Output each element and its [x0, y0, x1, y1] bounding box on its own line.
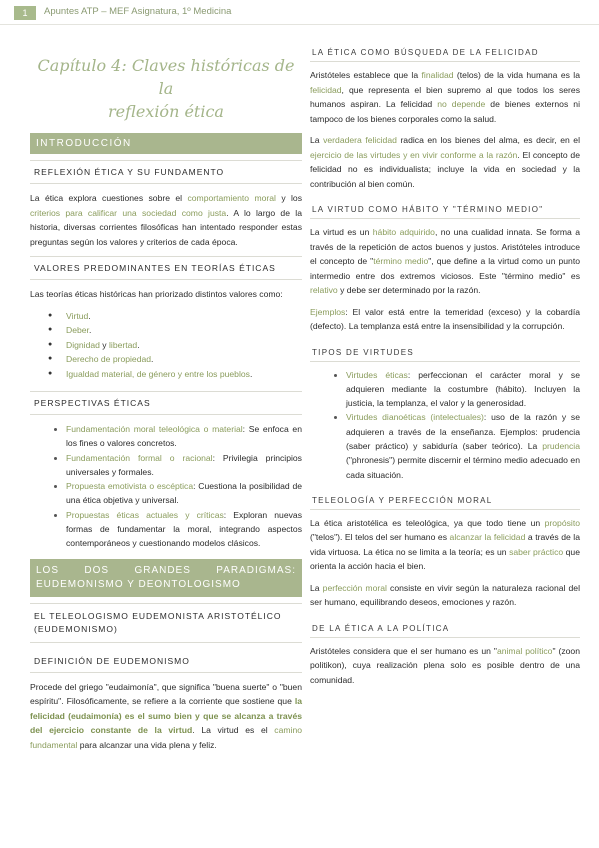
list-item: • Virtudes éticas: perfeccionan el carácter moral y se adquieren mediante la costumbre (hábito). Incluyen la justicia, la templanza, el valor y la generosidad.: [346, 368, 580, 411]
tipos-list: [310, 368, 580, 482]
list-item: • Propuestas éticas actuales y críticas: Exploran nuevas formas de fundamentar la moral, integrando aspectos contemporáneos y cuestionando modelos clásicos.: [66, 508, 302, 551]
left-column: [30, 30, 302, 759]
teleologia-paragraph-2: La perfección moral consiste en vivir según la naturaleza racional del ser humano, equilibrando deseos, emociones y razón.: [310, 582, 580, 608]
list-item: ● Virtud.: [66, 309, 302, 324]
reflexion-paragraph: La ética explora cuestiones sobre el comportamiento moral y los criterios para calificar una sociedad como justa. A lo largo de la historia, diversas corrientes filosóficas han intentado responder estas preguntas según los valores y criterios de cada época.: [30, 193, 302, 247]
section-heading: PERSPECTIVAS ÉTICAS: [30, 391, 302, 415]
virtud-paragraph-2: Ejemplos: El valor está entre la temeridad (exceso) y la cobardía (defecto). La templanza está entre la insensibilidad y la corrupción.: [310, 306, 580, 331]
section-heading: LA ÉTICA COMO BÚSQUEDA DE LA FELICIDAD: [310, 44, 580, 62]
list-item: ● Igualdad material, de género y entre los pueblos.: [66, 367, 302, 382]
politica-paragraph: Aristóteles considera que el ser humano es un "animal político" (zoon politikon), cuya realización plena solo es posible dentro de una comunidad.: [310, 645, 580, 685]
section-heading: TELEOLOGÍA Y PERFECCIÓN MORAL: [310, 492, 580, 510]
section-heading: TIPOS DE VIRTUDES: [310, 344, 580, 362]
heading-line: (EUDEMONISMO): [34, 623, 118, 634]
section-heading: DEFINICIÓN DE EUDEMONISMO: [30, 650, 302, 673]
chapter-title-line2: reflexión ética: [108, 102, 224, 121]
chapter-title-line1: Capítulo 4: Claves históricas de la: [37, 56, 295, 98]
teleologia-paragraph-1: La ética aristotélica es teleológica, ya que todo tiene un propósito ("telos"). El telos del ser humano es alcanzar la felicidad a través de la vida virtuosa. La ética no se limita a la teoría; es un saber práctico que orienta la acción hacia el bien.: [310, 517, 580, 572]
felicidad-paragraph-1: Aristóteles establece que la finalidad (telos) de la vida humana es la felicidad, que representa el bien supremo al que todos los seres humanos aspiran. La felicidad no depende de bienes externos ni tampoco de los bienes corporales como la salud.: [310, 70, 580, 124]
page-number: 1: [14, 6, 36, 20]
list-item: ● Dignidad y libertad.: [66, 338, 302, 353]
section-heading: REFLEXIÓN ÉTICA Y SU FUNDAMENTO: [30, 160, 302, 184]
list-item: ● Deber.: [66, 323, 302, 338]
paradigmas-band: [30, 559, 302, 597]
chapter-title: [30, 54, 302, 123]
header-title: Apuntes ATP – MEF Asignatura, 1º Medicina: [44, 6, 232, 17]
intro-band: INTRODUCCIÓN: [30, 133, 302, 154]
list-item: • Virtudes dianoéticas (intelectuales): uso de la razón y se adquieren a través de la enseñanza. Ejemplos: prudencia (saber práctico) y sabiduría (saber teórico). La prudencia ("phronesis") permite discernir el término medio adecuado en cada situación.: [346, 410, 580, 481]
page-header: [0, 0, 599, 25]
definicion-paragraph: Procede del griego "eudaimonía", que significa "buena suerte" o "buen espíritu". Filosóficamente, se refiere a la corriente que sostiene que la felicidad (eudaimonía) es el sumo bien y que se alcanza a través del ejercicio constante de la virtud. La virtud es el camino fundamental para alcanzar una vida plena y feliz.: [30, 681, 302, 750]
band-line: EUDEMONISMO Y DEONTOLOGISMO: [36, 578, 241, 590]
band-line: LOS DOS GRANDES PARADIGMAS:: [36, 564, 296, 576]
valores-list: [30, 309, 302, 382]
list-item: • Fundamentación moral teleológica o material: Se enfoca en los fines o valores concretos.: [66, 422, 302, 451]
right-column: [310, 44, 580, 694]
list-item: ● Derecho de propiedad.: [66, 352, 302, 367]
perspectivas-list: [30, 422, 302, 551]
felicidad-paragraph-2: La verdadera felicidad radica en los bienes del alma, es decir, en el ejercicio de las virtudes y en vivir conforme a la razón. El concepto de felicidad no es individualista; incluye la vida en sociedad y la contribución al bien común.: [310, 135, 580, 189]
section-heading: DE LA ÉTICA A LA POLÍTICA: [310, 620, 580, 638]
section-heading: LA VIRTUD COMO HÁBITO Y "TÉRMINO MEDIO": [310, 201, 580, 219]
list-item: • Fundamentación formal o racional: Privilegia principios universales y formales.: [66, 451, 302, 480]
heading-line: EL TELEOLOGISMO EUDEMONISTA ARISTOTÉLICO: [34, 610, 282, 621]
virtud-paragraph-1: La virtud es un hábito adquirido, no una cualidad innata. Se forma a través de la repetición de actos buenos y justos. Aristóteles introduce el concepto de "término medio", que define a la virtud como un punto intermedio entre dos extremos viciosos. Este "término medio" es relativo y debe ser determinado por la razón.: [310, 227, 580, 295]
section-heading: [30, 603, 302, 643]
valores-paragraph: Las teorías éticas históricas han priorizado distintos valores como:: [30, 289, 283, 299]
section-heading: VALORES PREDOMINANTES EN TEORÍAS ÉTICAS: [30, 256, 302, 280]
list-item: • Propuesta emotivista o escéptica: Cuestiona la posibilidad de una ética objetiva y universal.: [66, 479, 302, 508]
